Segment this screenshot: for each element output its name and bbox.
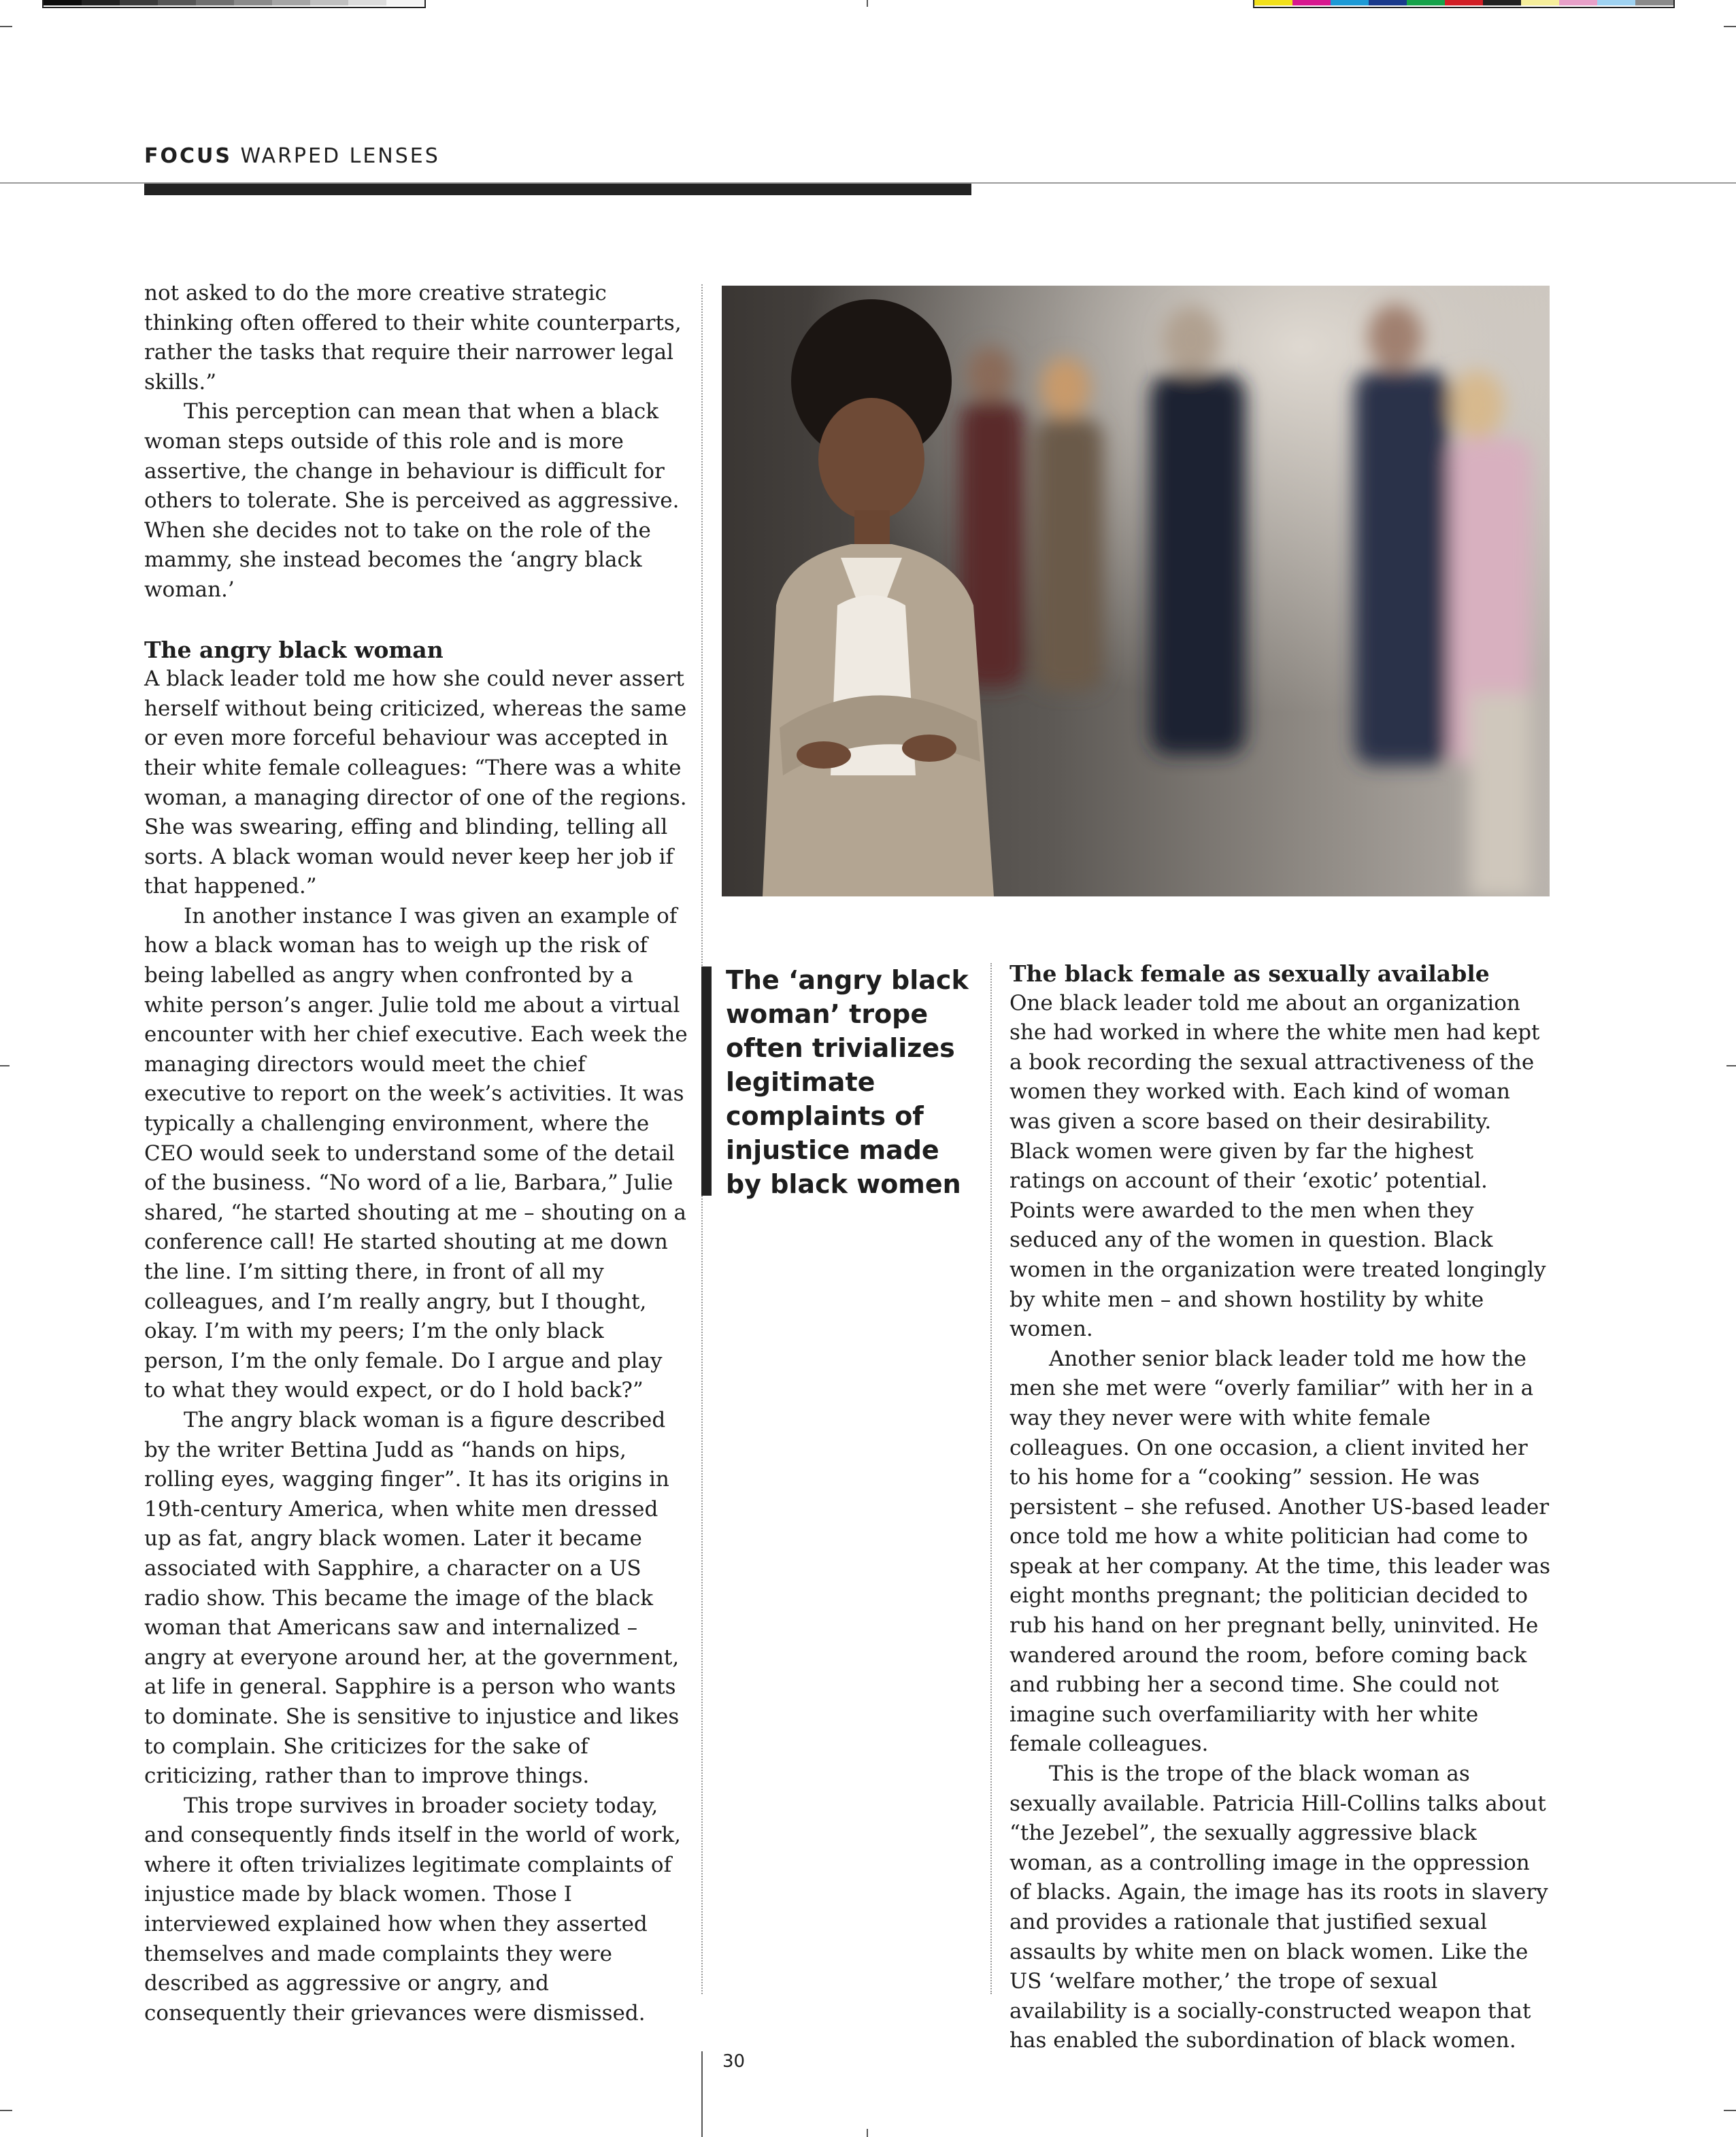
colour-swatch	[82, 0, 120, 5]
colour-swatch	[196, 0, 234, 5]
cmyk-colour-bar	[1253, 0, 1675, 8]
colour-swatch	[1292, 0, 1331, 5]
paragraph: One black leader told me about an organization she had worked in where the white men had kept a book recording the sexual attractiveness of the women they worked with. Each kind of woman was given a score based on their desirability. Black women were given by far the highest ratings on account of their ‘exotic’ potential. Points were awarded to the men when they seduced any of the women in question. Black women in the organization were treated longingly by white men – and shown hostility by white women.	[1009, 990, 1546, 1342]
pull-quote: The ‘angry black woman’ trope often trivializes legitimate complaints of injustice made by black women	[726, 965, 969, 1199]
grayscale-colour-bar	[42, 0, 426, 8]
crop-mark	[0, 1065, 10, 1066]
article-title: WARPED LENSES	[240, 144, 440, 168]
paragraph: This perception can mean that when a black woman steps outside of this role and is more assertive, the change in behaviour is difficult for others to tolerate. She is perceived as aggressive. When she decides not to take on the role of the mammy, she instead becomes the ‘angry black woman.’	[144, 399, 680, 602]
section-heading: The black female as sexually available	[1009, 960, 1490, 987]
crop-mark	[1724, 26, 1736, 27]
colour-swatch	[44, 0, 82, 5]
running-head	[144, 144, 440, 168]
colour-swatch	[1483, 0, 1521, 5]
colour-swatch	[120, 0, 158, 5]
colour-swatch	[1331, 0, 1369, 5]
colour-swatch	[234, 0, 272, 5]
paragraph: This trope survives in broader society today, and consequently finds itself in the world of work, where it often trivializes legitimate complaints of injustice made by black women. Those I interviewed explained how when they asserted themselves and made complaints they were described as aggressive or angry, and consequently their grievances were dismissed.	[144, 1793, 682, 2025]
footer-rule	[701, 2051, 703, 2137]
colour-swatch	[158, 0, 196, 5]
header-bar	[144, 184, 971, 195]
right-column	[1009, 959, 1554, 2056]
column-divider	[990, 963, 992, 1994]
colour-swatch	[272, 0, 310, 5]
paragraph: The angry black woman is a figure described by the writer Bettina Judd as “hands on hips, rolling eyes, wagging finger”. It has its origins in 19th-century America, when white men dressed up as fat, angry black women. Later it became associated with Sapphire, a character on a US radio show. This became the image of the black woman that Americans saw and internalized – angry at everyone around her, at the government, at life in general. Sapphire is a person who wants to dominate. She is sensitive to injustice and likes to complain. She criticizes for the sake of criticizing, rather than to improve things.	[144, 1407, 680, 1789]
colour-swatch	[1597, 0, 1635, 5]
left-column	[144, 279, 688, 2028]
article-photo	[722, 286, 1550, 896]
colour-swatch	[310, 0, 348, 5]
colour-swatch	[1521, 0, 1559, 5]
crop-mark	[1726, 1065, 1736, 1066]
colour-swatch	[348, 0, 386, 5]
paragraph: Another senior black leader told me how the men she met were “overly familiar” with her in a way they never were with white female colleagues. On one occasion, a client invited her to his home for a “cooking” session. He was persistent – she refused. Another US-based leader once told me how a white politician had come to speak at her company. At the time, this leader was eight months pregnant; the politician decided to rub his hand on her pregnant belly, uninvited. He wandered around the room, before coming back and rubbing her a second time. She could not imagine such overfamiliarity with her white female colleagues.	[1009, 1346, 1551, 1757]
paragraph: not asked to do the more creative strategic thinking often offered to their white counterparts, rather the tasks that require their narrower legal skills.”	[144, 281, 682, 394]
paragraph: This is the trope of the black woman as sexually available. Patricia Hill-Collins talks about “the Jezebel”, the sexually aggressive black woman, as a controlling image in the oppression of blacks. Again, the image has its roots in slavery and provides a rationale that justified sexual assaults by white men on black women. Like the US ‘welfare mother,’ the trope of sexual availability is a socially-constructed weapon that has enabled the subordination of black women.	[1009, 1762, 1548, 2053]
crop-mark	[1724, 2110, 1736, 2111]
colour-swatch	[1369, 0, 1407, 5]
colour-swatch	[1445, 0, 1483, 5]
crop-mark	[0, 26, 12, 27]
section-label: FOCUS	[144, 144, 232, 168]
colour-swatch	[386, 0, 424, 5]
colour-swatch	[1635, 0, 1673, 5]
crop-mark	[0, 2110, 12, 2111]
colour-swatch	[1407, 0, 1445, 5]
crop-mark	[867, 0, 868, 7]
paragraph: A black leader told me how she could never assert herself without being criticized, whereas the same or even more forceful behaviour was accepted in their white female colleagues: “There was a white woman, a managing director of one of the regions. She was swearing, effing and blinding, telling all sorts. A black woman would never keep her job if that happened.”	[144, 667, 687, 899]
page-number: 30	[722, 2051, 746, 2072]
pull-quote-bar	[701, 966, 712, 1196]
crop-mark	[867, 2129, 868, 2137]
colour-swatch	[1254, 0, 1292, 5]
paragraph: In another instance I was given an example of how a black woman has to weigh up the risk of being labelled as angry when confronted by a white person’s anger. Julie told me about a virtual encounter with her chief executive. Each week the managing directors would meet the chief executive to report on the week’s activities. It was typically a challenging environment, where the CEO would seek to understand some of the detail of the business. “No word of a lie, Barbara,” Julie shared, “he started shouting at me – shouting on a conference call! He started shouting at me down the line. I’m sitting there, in front of all my colleagues, and I’m really angry, but I thought, okay. I’m with my peers; I’m the only black person, I’m the only female. Do I argue and play to what they would expect, or do I hold back?”	[144, 903, 688, 1403]
section-heading: The angry black woman	[144, 636, 444, 663]
photo-portrait-businesswoman-icon	[722, 286, 1550, 896]
colour-swatch	[1559, 0, 1597, 5]
